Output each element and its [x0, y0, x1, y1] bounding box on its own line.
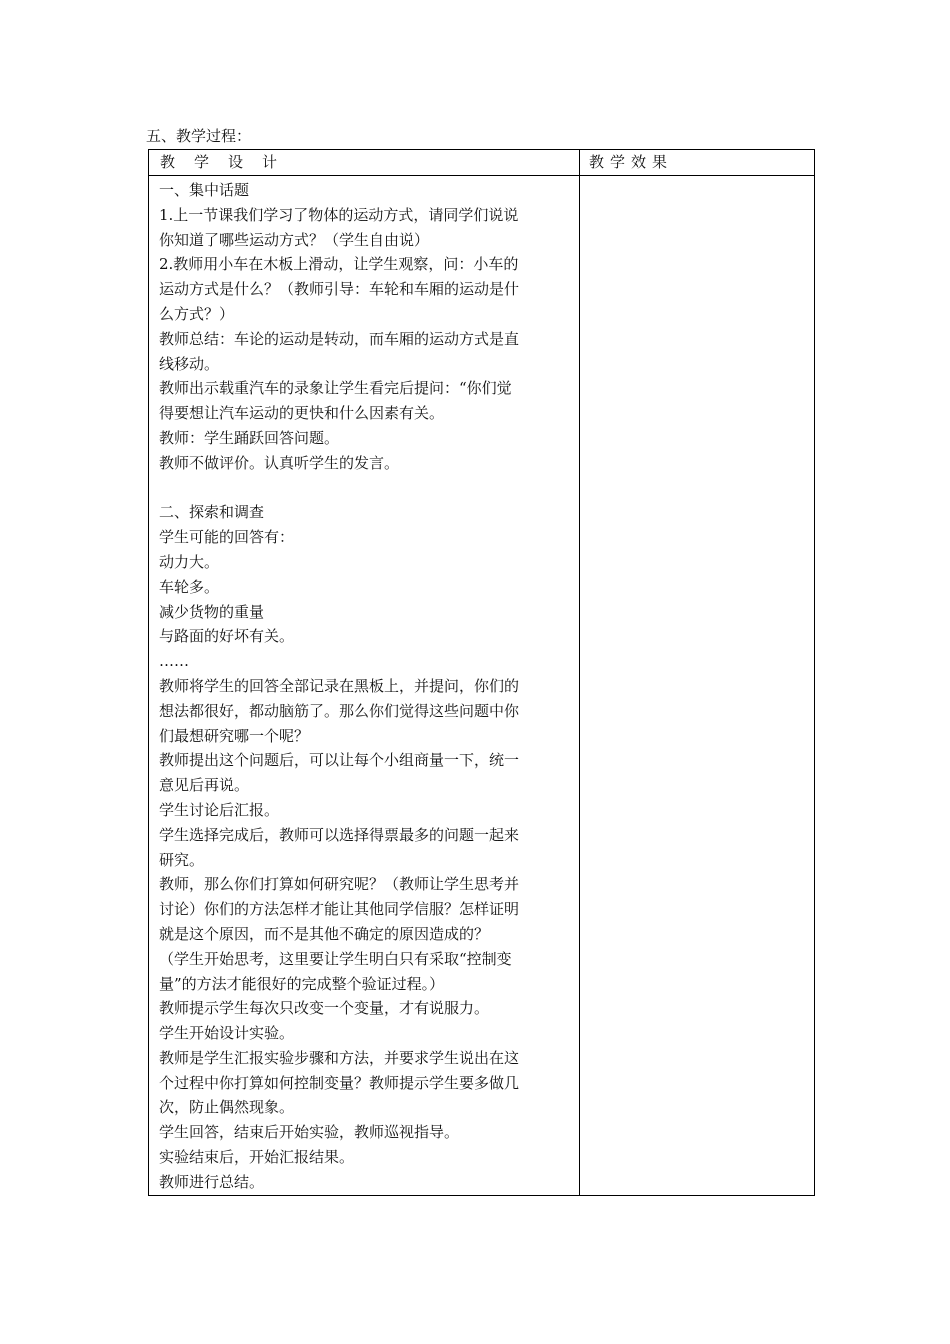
design-text-line: …… — [159, 652, 189, 671]
design-text-line: 与路面的好坏有关。 — [159, 627, 295, 646]
design-text-line: 就是这个原因，而不是其他不确定的原因造成的？ — [159, 924, 490, 943]
design-text-line: 教师出示载重汽车的录象让学生看完后提问：“你们觉 — [159, 379, 512, 398]
design-text-line: 教师：学生踊跃回答问题。 — [159, 428, 340, 447]
design-text-line: 讨论）你们的方法怎样才能让其他同学信服？怎样证明 — [159, 900, 520, 919]
design-text-line: 教师进行总结。 — [159, 1172, 265, 1191]
teaching-effect-cell — [580, 176, 814, 1195]
design-text-line: 实验结束后，开始汇报结果。 — [159, 1148, 355, 1167]
design-text-line: 想法都很好，都动脑筋了。那么你们觉得这些问题中你 — [159, 701, 520, 720]
design-text-line: 线移动。 — [159, 354, 220, 373]
design-text-line: 个过程中你打算如何控制变量？教师提示学生要多做几 — [159, 1073, 520, 1092]
design-text-line: 们最想研究哪一个呢？ — [159, 726, 310, 745]
design-text-line: 运动方式是什么？（教师引导：车轮和车厢的运动是什 — [159, 280, 520, 299]
design-text-line: 减少货物的重量 — [159, 602, 265, 621]
design-text-line: 1.上一节课我们学习了物体的运动方式，请同学们说说 — [159, 205, 519, 224]
teaching-design-cell — [159, 178, 573, 1195]
design-text-line: 2.教师用小车在木板上滑动，让学生观察，问：小车的 — [159, 255, 519, 274]
design-text-line: 量”的方法才能很好的完成整个验证过程。） — [159, 974, 445, 993]
design-text-line: 你知道了哪些运动方式？（学生自由说） — [159, 230, 430, 249]
design-text-line: 学生讨论后汇报。 — [159, 800, 280, 819]
design-text-line: 教师将学生的回答全部记录在黑板上，并提问，你们的 — [159, 676, 520, 695]
design-text-line: 教师提出这个问题后，可以让每个小组商量一下，统一 — [159, 751, 520, 770]
design-text-line: 学生可能的回答有： — [159, 528, 295, 547]
design-text-line: 学生回答，结束后开始实验，教师巡视指导。 — [159, 1123, 460, 1142]
table-header-row — [149, 150, 814, 176]
header-teaching-effect: 教学效果 — [589, 153, 674, 171]
design-text-line: 教师，那么你们打算如何研究呢？（教师让学生思考并 — [159, 875, 520, 894]
design-text-line: 么方式？） — [159, 304, 235, 323]
design-text-line: 二、探索和调查 — [159, 503, 265, 522]
design-text-line: 得要想让汽车运动的更快和什么因素有关。 — [159, 404, 445, 423]
design-text-line: （学生开始思考，这里要让学生明白只有采取“控制变 — [159, 949, 512, 968]
design-text-line: 学生选择完成后，教师可以选择得票最多的问题一起来 — [159, 825, 520, 844]
design-text-line: 次，防止偶然现象。 — [159, 1098, 295, 1117]
design-text-line: 一、集中话题 — [159, 181, 250, 199]
section-heading: 五、教学过程： — [146, 127, 252, 145]
design-text-line: 教师不做评价。认真听学生的发言。 — [159, 453, 400, 472]
design-text-line: 研究。 — [159, 850, 205, 869]
design-text-line: 动力大。 — [159, 552, 220, 571]
design-text-line — [159, 476, 573, 501]
design-text-line: 教师总结：车论的运动是转动，而车厢的运动方式是直 — [159, 329, 520, 348]
lesson-table — [148, 149, 815, 1196]
design-text-line: 意见后再说。 — [159, 776, 250, 795]
design-text-line: 教师是学生汇报实验步骤和方法，并要求学生说出在这 — [159, 1048, 520, 1067]
design-text-line: 学生开始设计实验。 — [159, 1024, 295, 1043]
design-text-line: 车轮多。 — [159, 577, 220, 596]
design-text-line: 教师提示学生每次只改变一个变量，才有说服力。 — [159, 999, 490, 1018]
header-teaching-design: 教学设计 — [160, 153, 297, 171]
